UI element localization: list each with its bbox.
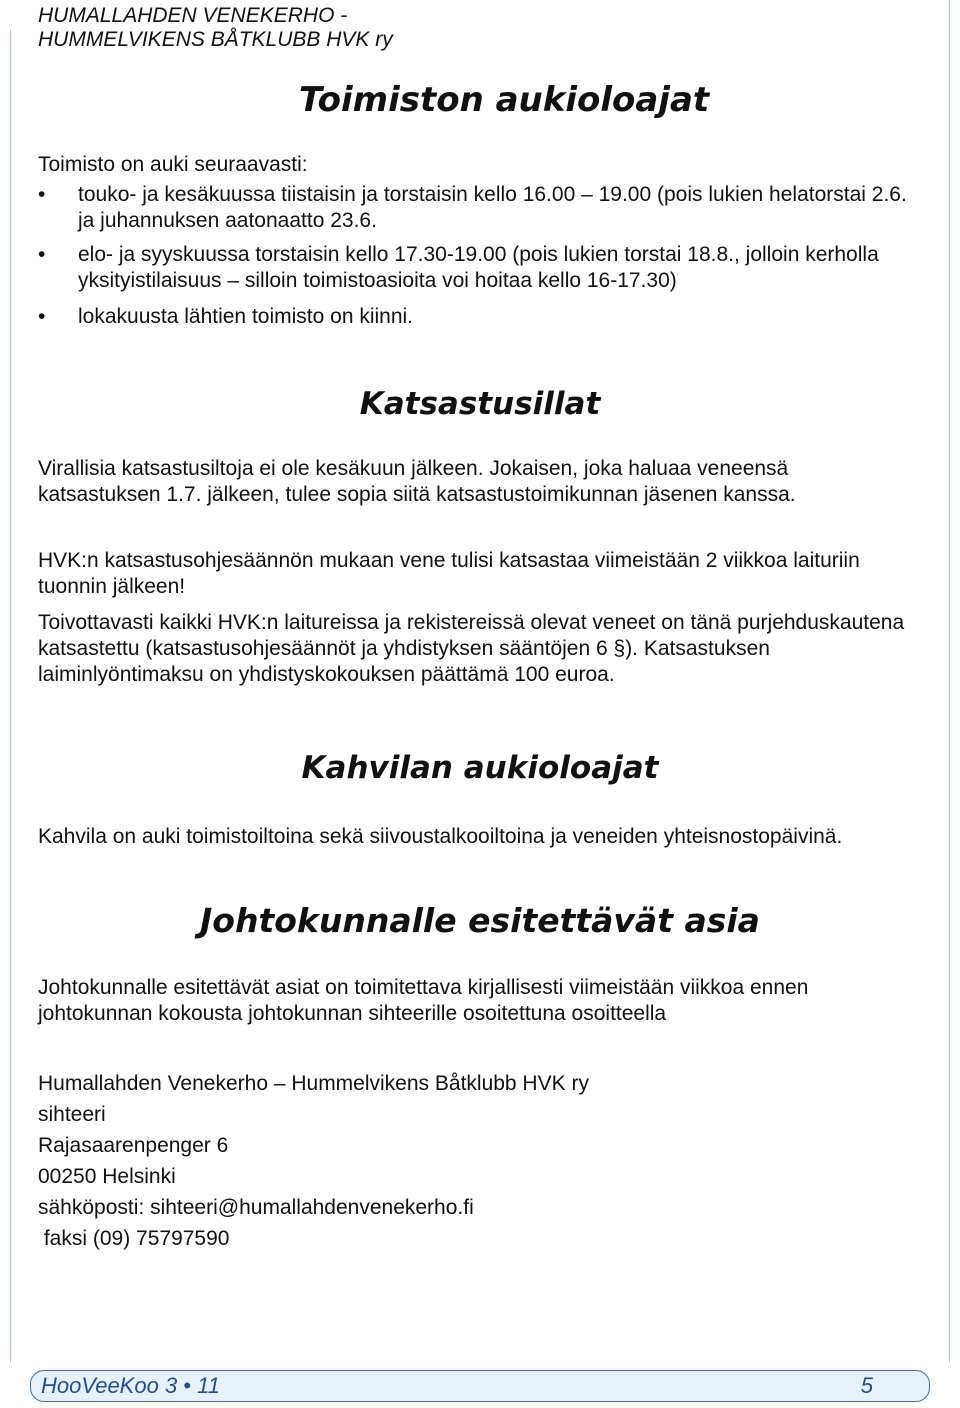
office-hours-item xyxy=(38,242,918,294)
contact-address-block xyxy=(38,1068,589,1254)
page-number: 5 xyxy=(860,1373,873,1398)
bullet-icon: • xyxy=(38,183,46,206)
bullet-icon: • xyxy=(38,243,46,266)
office-hours-item-text: lokakuusta lähtien toimisto on kiinni. xyxy=(78,305,414,328)
inspection-paragraph-1: Virallisia katsastusiltoja ei ole kesäkuun jälkeen. Jokaisen, joka haluaa veneensä katsastuksen 1.7. jälkeen, tulee sopia siitä katsastustoimikunnan jäsenen kanssa. xyxy=(38,457,796,506)
club-header-line1: HUMALLAHDEN VENEKERHO - xyxy=(38,4,348,27)
office-hours-item xyxy=(38,182,918,234)
contact-email: sähköposti: sihteeri@humallahdenvenekerho.fi xyxy=(38,1196,474,1219)
contact-city: 00250 Helsinki xyxy=(38,1165,176,1188)
contact-role: sihteeri xyxy=(38,1103,106,1126)
board-paragraph: Johtokunnalle esitettävät asiat on toimitettava kirjallisesti viimeistään viikkoa ennen johtokunnan kokousta johtokunnan sihteerille osoitettuna osoitteella xyxy=(38,976,809,1025)
page-footer xyxy=(30,1370,930,1402)
inspection-paragraph-2: HVK:n katsastusohjesäännön mukaan vene tulisi katsastaa viimeistään 2 viikkoa laituriin tuonnin jälkeen! xyxy=(38,549,860,598)
cafe-hours-heading: Kahvilan aukioloajat xyxy=(301,750,659,786)
office-hours-item-text: touko- ja kesäkuussa tiistaisin ja torstaisin kello 16.00 – 19.00 (pois lukien helatorstai 2.6. ja juhannuksen aatonaatto 23.6. xyxy=(78,183,907,232)
club-header-line2: HUMMELVIKENS BÅTKLUBB HVK ry xyxy=(38,28,393,51)
cafe-paragraph: Kahvila on auki toimistoiltoina sekä siivoustalkooiltoina ja veneiden yhteisnostopäivinä. xyxy=(38,825,843,848)
office-hours-item-text: elo- ja syyskuussa torstaisin kello 17.30-19.00 (pois lukien torstai 18.8., jolloin kerholla yksityistilaisuus – silloin toimistoasioita voi hoitaa kello 16-17.30) xyxy=(78,243,879,292)
left-margin-rule xyxy=(10,30,11,1362)
contact-fax: faksi (09) 75797590 xyxy=(38,1227,230,1250)
inspection-heading: Katsastusillat xyxy=(359,386,601,422)
contact-organization: Humallahden Venekerho – Hummelvikens Båtklubb HVK ry xyxy=(38,1072,589,1095)
contact-street: Rajasaarenpenger 6 xyxy=(38,1134,229,1157)
publication-name: HooVeeKoo 3 • 11 xyxy=(41,1373,220,1398)
office-hours-heading: Toimiston aukioloajat xyxy=(298,80,710,120)
club-header xyxy=(38,4,393,52)
board-matters-heading: Johtokunnalle esitettävät asia xyxy=(200,901,760,940)
office-intro: Toimisto on auki seuraavasti: xyxy=(38,153,308,176)
office-hours-item xyxy=(38,304,918,330)
office-hours-list xyxy=(38,182,918,330)
right-margin-rule xyxy=(949,0,950,1362)
inspection-paragraph-3: Toivottavasti kaikki HVK:n laitureissa ja rekistereissä olevat veneet on tänä purjehduskautena katsastettu (katsastusohjesäännöt ja yhdistyksen sääntöjen 6 §). Katsastuksen laiminlyöntimaksu on yhdistyskokouksen päättämä 100 euroa. xyxy=(38,611,905,686)
bullet-icon: • xyxy=(38,305,46,328)
